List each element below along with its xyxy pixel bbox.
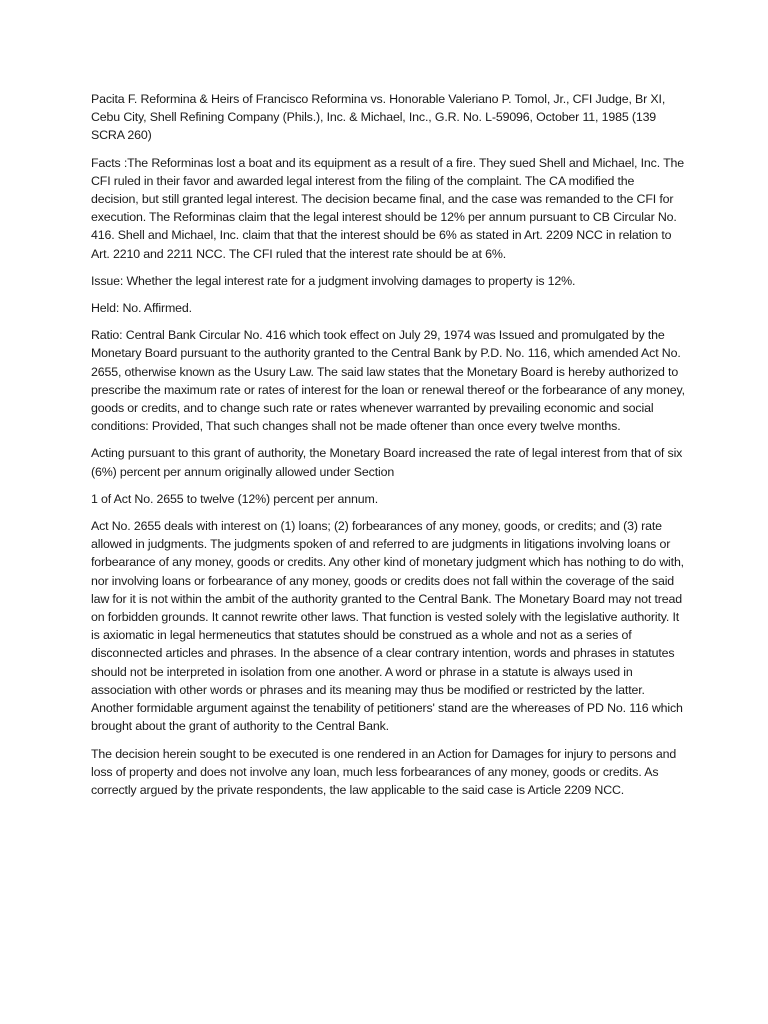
- held-paragraph: [91, 299, 685, 317]
- acting-paragraph: Acting pursuant to this grant of authority, the Monetary Board increased the rate of legal interest from that of six (6%) percent per annum originally allowed under Section: [91, 446, 683, 479]
- ratio-text: Central Bank Circular No. 416 which took effect on July 29, 1974 was Issued and promulgated by the Monetary Board pursuant to the authority granted to the Central Bank by P.D. No. 116, which amended Act No. 2655, otherwise known as the Usury Law. The said law states that the Monetary Board is hereby authorized to prescribe the maximum rate or rates of interest for the loan or renewal thereof or the forbearance of any money, goods or credits, and to change such rate or rates whenever warranted by prevailing economic and social conditions: Provided, That such changes shall not be made oftener than once every twelve months.: [91, 328, 685, 434]
- document-page: [91, 90, 685, 808]
- issue-paragraph: [91, 272, 685, 290]
- issue-text: Whether the legal interest rate for a judgment involving damages to property is 12%.: [126, 273, 576, 288]
- ratio-paragraph: [91, 326, 685, 435]
- held-text: No. Affirmed.: [122, 301, 192, 316]
- facts-text: The Reforminas lost a boat and its equipment as a result of a fire. They sued Shell and Michael, Inc. The CFI ruled in their favor and awarded legal interest from the filing of the complaint. The CA modified the decision, but still granted legal interest. The decision became final, and the case was remanded to the CFI for execution. The Reforminas claim that the legal interest should be 12% per annum pursuant to CB Circular No. 416. Shell and Michael, Inc. claim that that the interest should be 6% as stated in Art. 2209 NCC in relation to Art. 2210 and 2211 NCC. The CFI ruled that the interest rate should be at 6%.: [91, 155, 684, 261]
- decision-paragraph: The decision herein sought to be executed is one rendered in an Action for Damages for injury to persons and loss of property and does not involve any loan, much less forbearances of any money, goods or credits. As correctly argued by the private respondents, the law applicable to the said case is Article 2209 NCC.: [91, 746, 677, 797]
- held-label: Held:: [91, 301, 123, 316]
- act2655-paragraph: Act No. 2655 deals with interest on (1) loans; (2) forbearances of any money, goods, or credits; and (3) rate allowed in judgments. The judgments spoken of and referred to are judgments in litigations involving loans or forbearance of any money, goods or credits. Any other kind of monetary judgment which has nothing to do with, nor involving loans or forbearance of any money, goods or credits does not fall within the coverage of the said law for it is not within the ambit of the authority granted to the Central Bank. The Monetary Board may not tread on forbidden grounds. It cannot rewrite other laws. That function is vested solely with the legislative authority. It is axiomatic in legal hermeneutics that statutes should be construed as a whole and not as a series of disconnected articles and phrases. In the absence of a clear contrary intention, words and phrases in statutes should not be interpreted in isolation from one another. A word or phrase in a statute is always used in association with other words or phrases and its meaning may thus be modified or restricted by the latter. Another formidable argument against the tenability of petitioners' stand are the whereases of PD No. 116 which brought about the grant of authority to the Central Bank.: [91, 519, 684, 734]
- facts-label: Facts :: [91, 155, 128, 170]
- issue-label: Issue:: [91, 273, 127, 288]
- case-title: Pacita F. Reformina & Heirs of Francisco Reformina vs. Honorable Valeriano P. Tomol, Jr., CFI Judge, Br XI, Cebu City, Shell Refining Company (Phils.), Inc. & Michael, Inc., G.R. No. L-59096, October 11, 1985 (139 SCRA 260): [91, 92, 666, 143]
- section1-paragraph: 1 of Act No. 2655 to twelve (12%) percent per annum.: [91, 491, 378, 506]
- ratio-label: Ratio:: [91, 328, 126, 343]
- facts-paragraph: [91, 154, 685, 263]
